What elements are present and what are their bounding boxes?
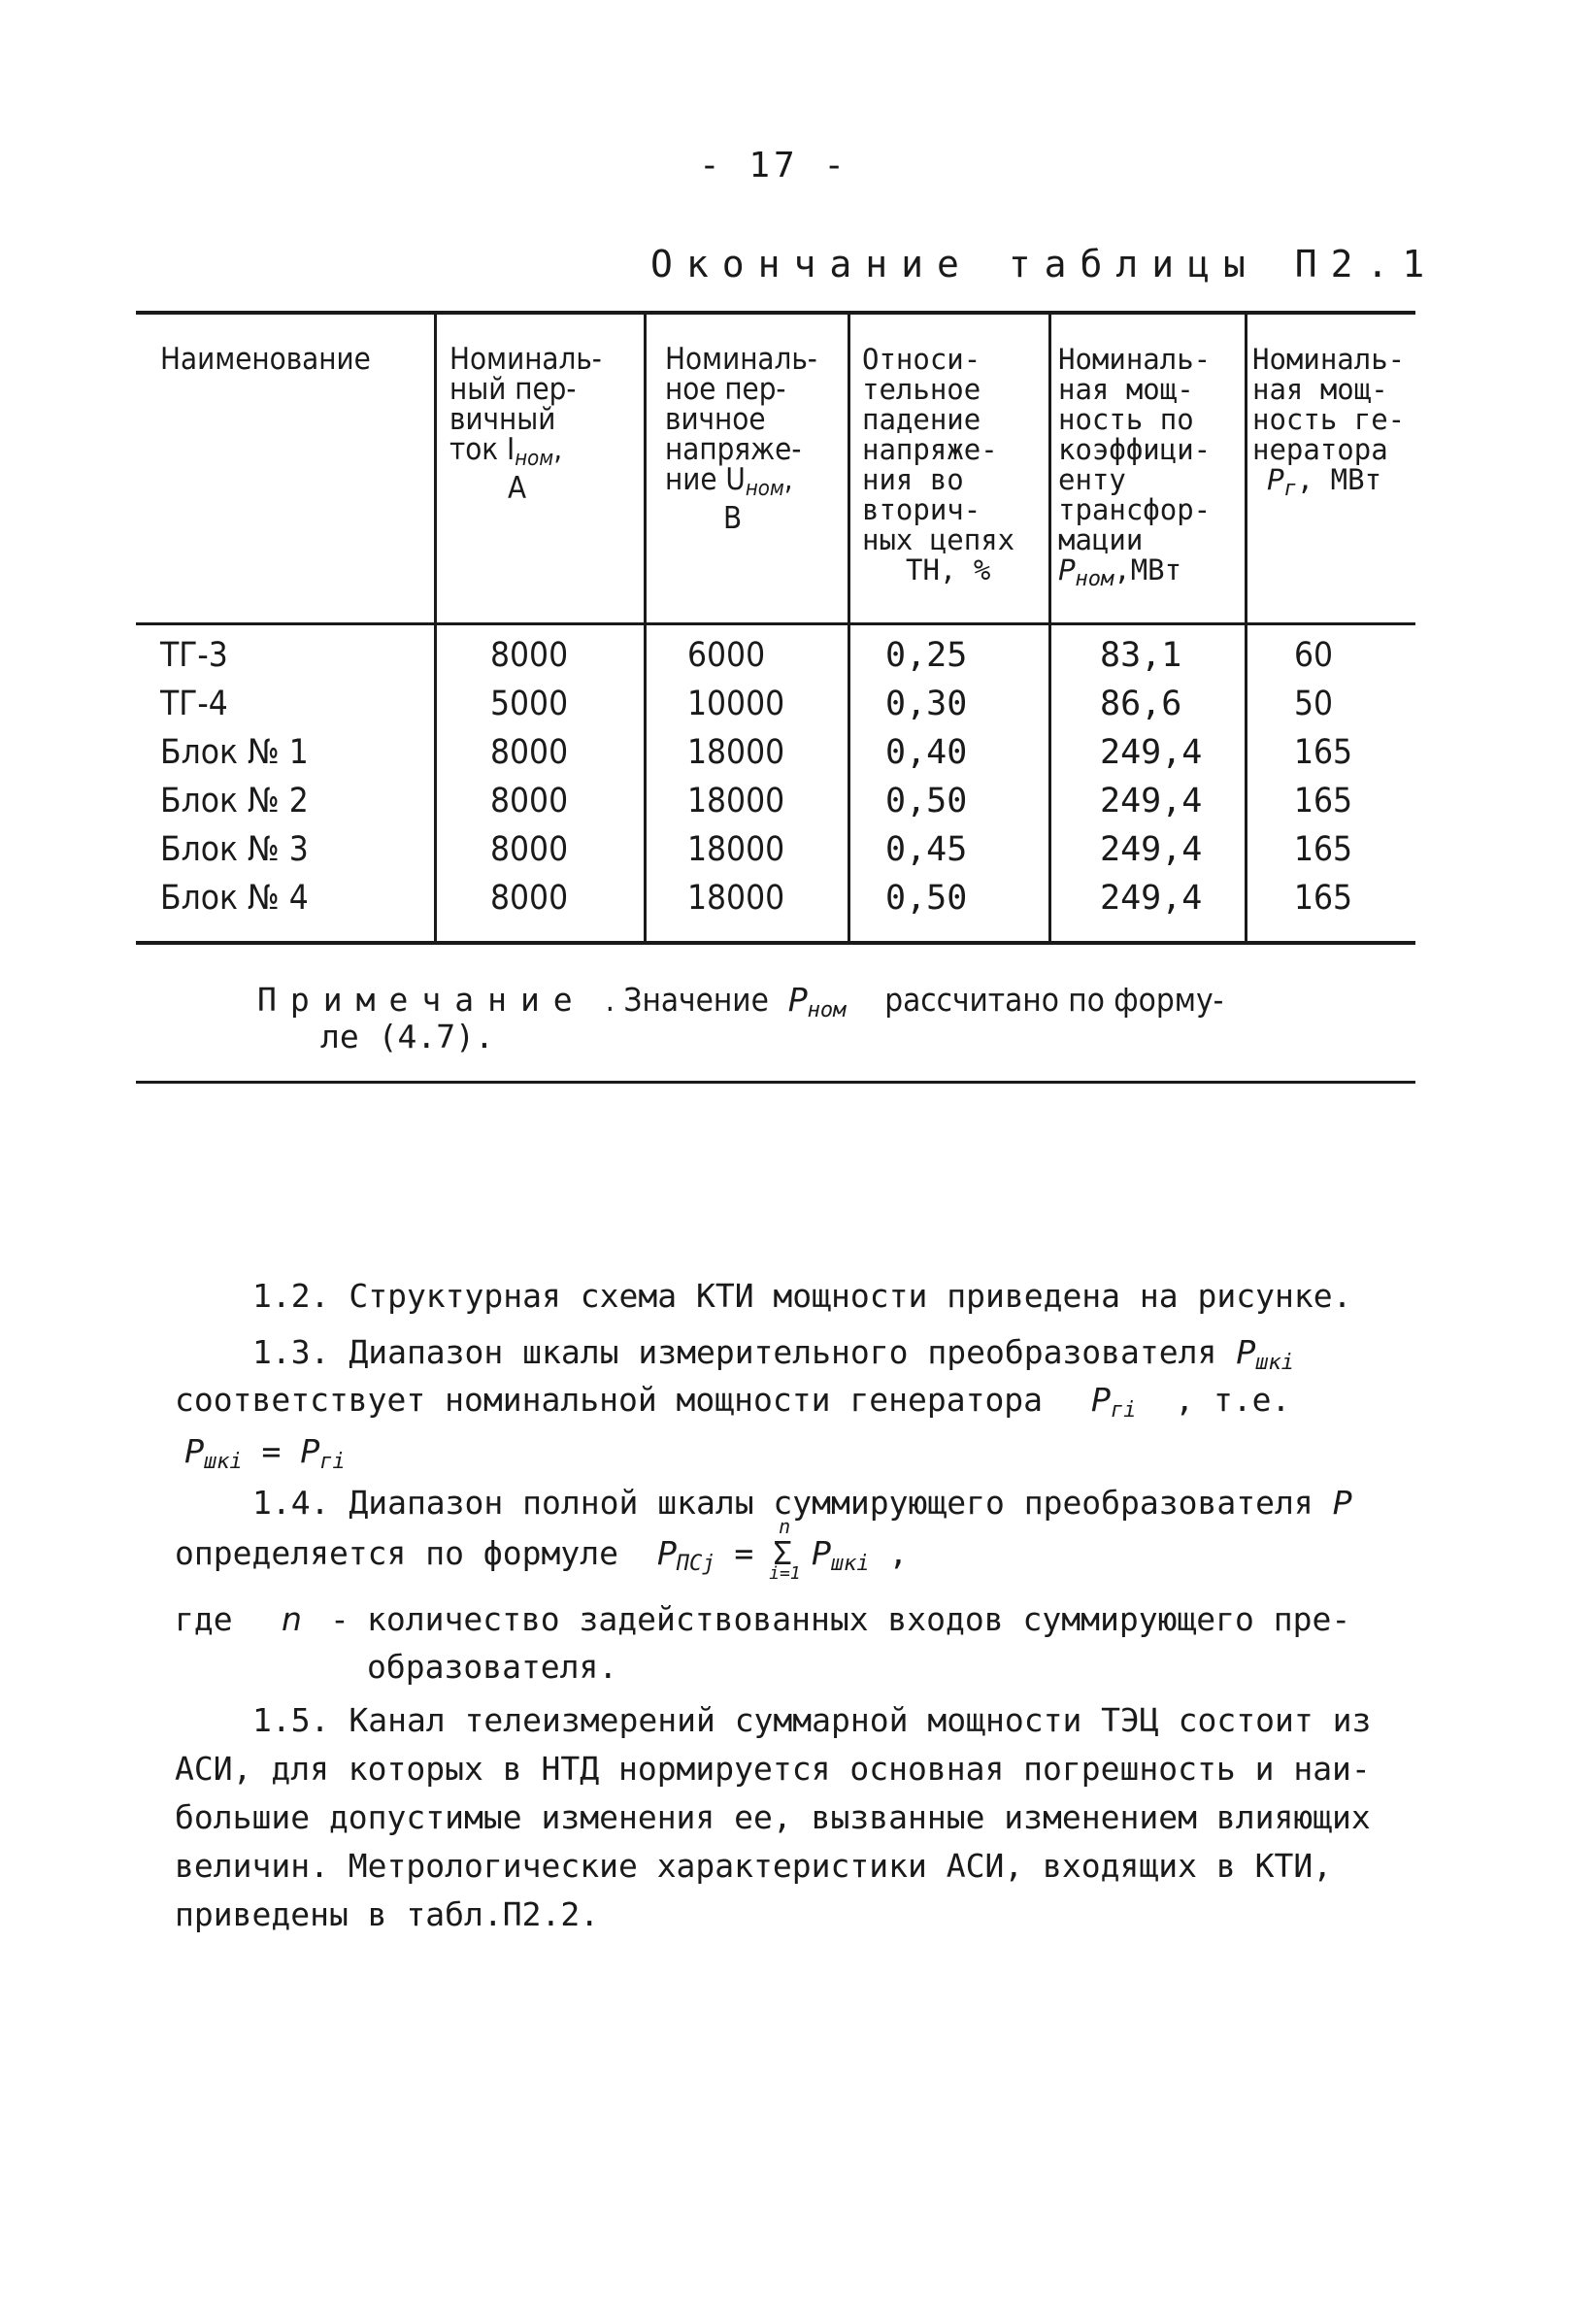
table-cell: 249,4 xyxy=(1100,782,1203,821)
table-cell: 18000 xyxy=(687,782,785,821)
table-cell: 60 xyxy=(1294,636,1334,675)
table-top-rule xyxy=(136,311,1415,315)
column-divider xyxy=(434,313,437,944)
row-name-cell: Блок № 4 xyxy=(160,879,309,918)
table-cell: 18000 xyxy=(687,830,785,869)
table-cell: 5000 xyxy=(490,685,569,723)
paragraph-1-5-line5: приведены в табл.П2.2. xyxy=(175,1895,600,1933)
note-label: Примечание xyxy=(257,981,586,1019)
sum-formula: $P_{ПСj}$ = n Σ i=1 $P_{шкi}$ , xyxy=(656,1515,909,1584)
table-cell: 249,4 xyxy=(1100,733,1203,772)
table-cell: 8000 xyxy=(490,733,569,772)
table-cell: 83,1 xyxy=(1100,636,1182,675)
table-cell: 165 xyxy=(1294,782,1353,821)
table-cell: 0,30 xyxy=(885,685,968,723)
table-note: Примечание . Значение $P_{ном}$ рассчитано по форму- xyxy=(257,981,1224,1022)
paragraph-1-5-line2: АСИ, для которых в НТД нормируется основная погрешность и наи- xyxy=(175,1750,1371,1788)
paragraph-1-3-line1: 1.3. Диапазон шкалы измерительного преобразователя $P_{шкi}$ xyxy=(252,1333,1294,1375)
header-primary-current: Номиналь- ный пер- вичный ток $I_{ном}$, A xyxy=(449,342,602,506)
table-continuation-title: Окончание таблицы П2.1 xyxy=(650,243,1439,285)
note-symbol: P xyxy=(787,981,808,1019)
paragraph-1-4-line1: 1.4. Диапазон полной шкалы суммирующего преобразователя P xyxy=(252,1484,1352,1522)
note-bottom-rule xyxy=(136,1081,1415,1084)
where-dash: - xyxy=(330,1600,349,1638)
column-divider xyxy=(644,313,647,944)
table-cell: 50 xyxy=(1294,685,1334,723)
column-divider xyxy=(1048,313,1051,944)
table-cell: 10000 xyxy=(687,685,785,723)
table-cell: 0,25 xyxy=(885,636,968,675)
paragraph-1-5-line4: величин. Метрологические характеристики АСИ, входящих в КТИ, xyxy=(175,1847,1333,1885)
table-bottom-rule xyxy=(136,941,1415,945)
header-primary-voltage: Номиналь- ное пер- вичное напряже- ние $U_{ном}$, В xyxy=(665,342,817,536)
row-name-cell: ТГ-4 xyxy=(160,685,228,723)
row-name-cell: Блок № 2 xyxy=(160,782,309,821)
where-symbol: n xyxy=(282,1600,302,1638)
column-divider xyxy=(848,313,850,944)
paragraph-1-4-line2: определяется по формуле $P_{ПСj}$ = n Σ i=1 $P_{шкi}$ , xyxy=(175,1515,909,1584)
table-cell: 18000 xyxy=(687,879,785,918)
header-relative-voltage-drop: Относи- тельное падение напряже- ния во вторич- ных цепях ТН, % xyxy=(862,343,1015,586)
note-text-b: рассчитано по форму- xyxy=(884,981,1224,1019)
table-cell: 0,50 xyxy=(885,782,968,821)
paragraph-1-2: 1.2. Структурная схема КТИ мощности приведена на рисунке. xyxy=(252,1277,1352,1315)
note-text: . Значение xyxy=(605,981,769,1019)
table-cell: 8000 xyxy=(490,830,569,869)
table-cell: 8000 xyxy=(490,782,569,821)
column-divider xyxy=(1245,313,1247,944)
paragraph-1-5-line3: большие допустимые изменения ее, вызванные изменением влияющих xyxy=(175,1798,1371,1836)
table-header-rule xyxy=(136,622,1415,625)
table-cell: 0,45 xyxy=(885,830,968,869)
where-label: где xyxy=(175,1600,233,1638)
header-rated-power-transformation: Номиналь- ная мощ- ность по коэффици- енту трансфор- мации $P_{ном},МВт$ xyxy=(1058,343,1212,591)
row-name-cell: Блок № 3 xyxy=(160,830,309,869)
table-cell: 165 xyxy=(1294,879,1353,918)
table-cell: 18000 xyxy=(687,733,785,772)
header-name: Наименование xyxy=(160,342,371,377)
row-name-cell: Блок № 1 xyxy=(160,733,309,772)
table-cell: 8000 xyxy=(490,636,569,675)
paragraph-1-5-line1: 1.5. Канал телеизмерений суммарной мощности ТЭЦ состоит из xyxy=(252,1701,1372,1739)
table-cell: 6000 xyxy=(687,636,766,675)
table-cell: 0,50 xyxy=(885,879,968,918)
table-cell: 0,40 xyxy=(885,733,968,772)
table-cell: 86,6 xyxy=(1100,685,1182,723)
where-text-line1: количество задействованных входов суммирующего пре- xyxy=(367,1600,1351,1638)
table-cell: 165 xyxy=(1294,733,1353,772)
where-text-line2: образователя. xyxy=(367,1648,618,1686)
table-note-continuation: ле (4.7). xyxy=(320,1018,494,1055)
table-cell: 249,4 xyxy=(1100,879,1203,918)
row-name-cell: ТГ-3 xyxy=(160,636,228,675)
table-cell: 8000 xyxy=(490,879,569,918)
paragraph-1-3-equation: $P_{шкi} = P_{гi}$ xyxy=(184,1432,346,1474)
page-number: - 17 - xyxy=(699,146,849,185)
header-generator-power: Номиналь- ная мощ- ность ге- нератора $P_г$, МВт xyxy=(1252,343,1406,501)
table-cell: 165 xyxy=(1294,830,1353,869)
table-cell: 249,4 xyxy=(1100,830,1203,869)
paragraph-1-3-line2: соответствует номинальной мощности генератора $P_{гi}$ , т.е. xyxy=(175,1381,1291,1423)
